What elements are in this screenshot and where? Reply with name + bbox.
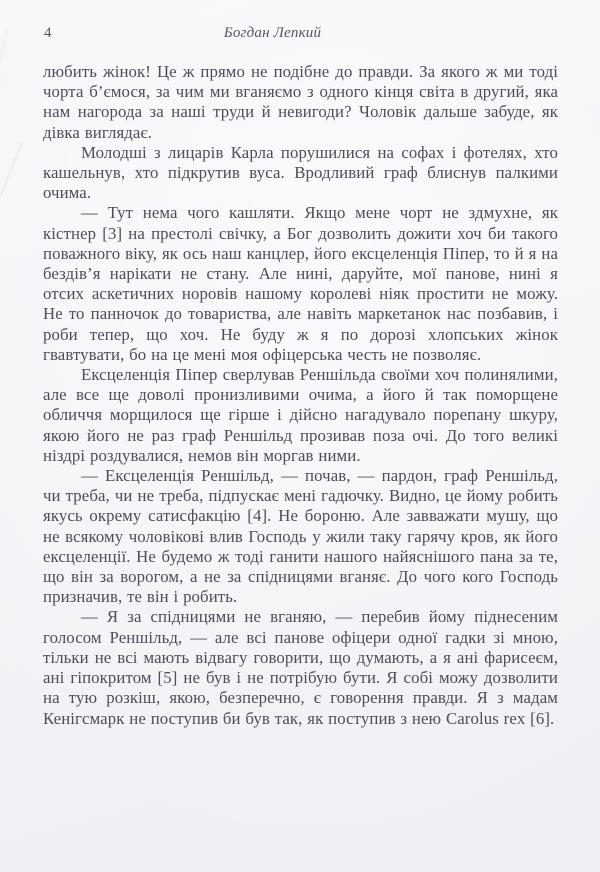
scan-scratch <box>0 30 8 69</box>
page-number: 4 <box>44 25 52 41</box>
running-header <box>43 23 558 43</box>
text-block <box>43 62 558 729</box>
body-paragraph: Ексцеленція Піпер сверлував Реншільда своїми хоч полинялими, але все ще доволі пронизливими очима, а його й так поморщене обличчя морщилося ще гірше і дійсно нагадувало порепану шкуру, якою його не раз граф Реншільд прозивав поза очі. До того великі ніздрі роздувалися, немов він моргав ними. <box>43 365 558 465</box>
body-paragraph: любить жінок! Це ж прямо не подібне до правди. За якого ж ми тоді чорта б’ємося, за чим ми вганяємо з одного кінця світа в другий, яка нам нагорода за наші труди й невигоди? Чоловік дальше забуде, як дівка виглядає. <box>43 62 558 142</box>
body-paragraph: — Ексцеленція Реншільд, — почав, — пардон, граф Реншільд, чи треба, чи не треба, підпускає мені гадючку. Видно, це йому робить якусь окрему сатисфакцію [4]. Не бороню. Але завважати мушу, що не всякому чоловікові влив Господь у жили таку гарячу кров, як його ексцеленції. Не будемо ж тоді ганити нашого найяснішого пана за те, що він за ворогом, а не за спідницями вганяє. До чого кого Господь призначив, те він і робить. <box>43 466 558 607</box>
running-header-title: Богдан Лепкий <box>223 25 322 41</box>
body-paragraph: — Тут нема чого кашляти. Якщо мене чорт не здмухне, як кістнер [3] на престолі свічку, а Бог дозволить дожити хоч би такого поважного віку, як ось наш канцлер, його ексцеленція Піпер, то й я на бездів’я нарікати не стану. Але нині, даруйте, мої панове, нині я отсих аскетичних норовів нашому королеві ніяк простити не можу. Не то панночок до товариства, але навіть маркетанок нас позбавив, і роби тепер, що хоч. Не буду ж я по дорозі хлопських жінок гвавтувати, бо на це мені моя офіцерська честь не позволяє. <box>43 203 558 364</box>
body-paragraph: Молодші з лицарів Карла порушилися на софах і фотелях, хто кашельнув, хто підкрутив вуса. Вродливий граф блиснув палкими очима. <box>43 142 558 203</box>
body-paragraph: — Я за спідницями не вганяю, — перебив йому піднесеним голосом Реншільд, — але всі панове офіцери одної гадки зі мною, тільки не всі мають відвагу говорити, що думають, а я ані фарисеєм, ані гіпокритом [5] не був і не потрібую бути. Я собі можу дозволити на тую розкіш, якою, безперечно, є говорення правди. Я з мадам Кенігсмарк не поступив би був так, як поступив з нею Carolus rex [6]. <box>43 607 558 728</box>
scan-scratch <box>0 141 23 221</box>
